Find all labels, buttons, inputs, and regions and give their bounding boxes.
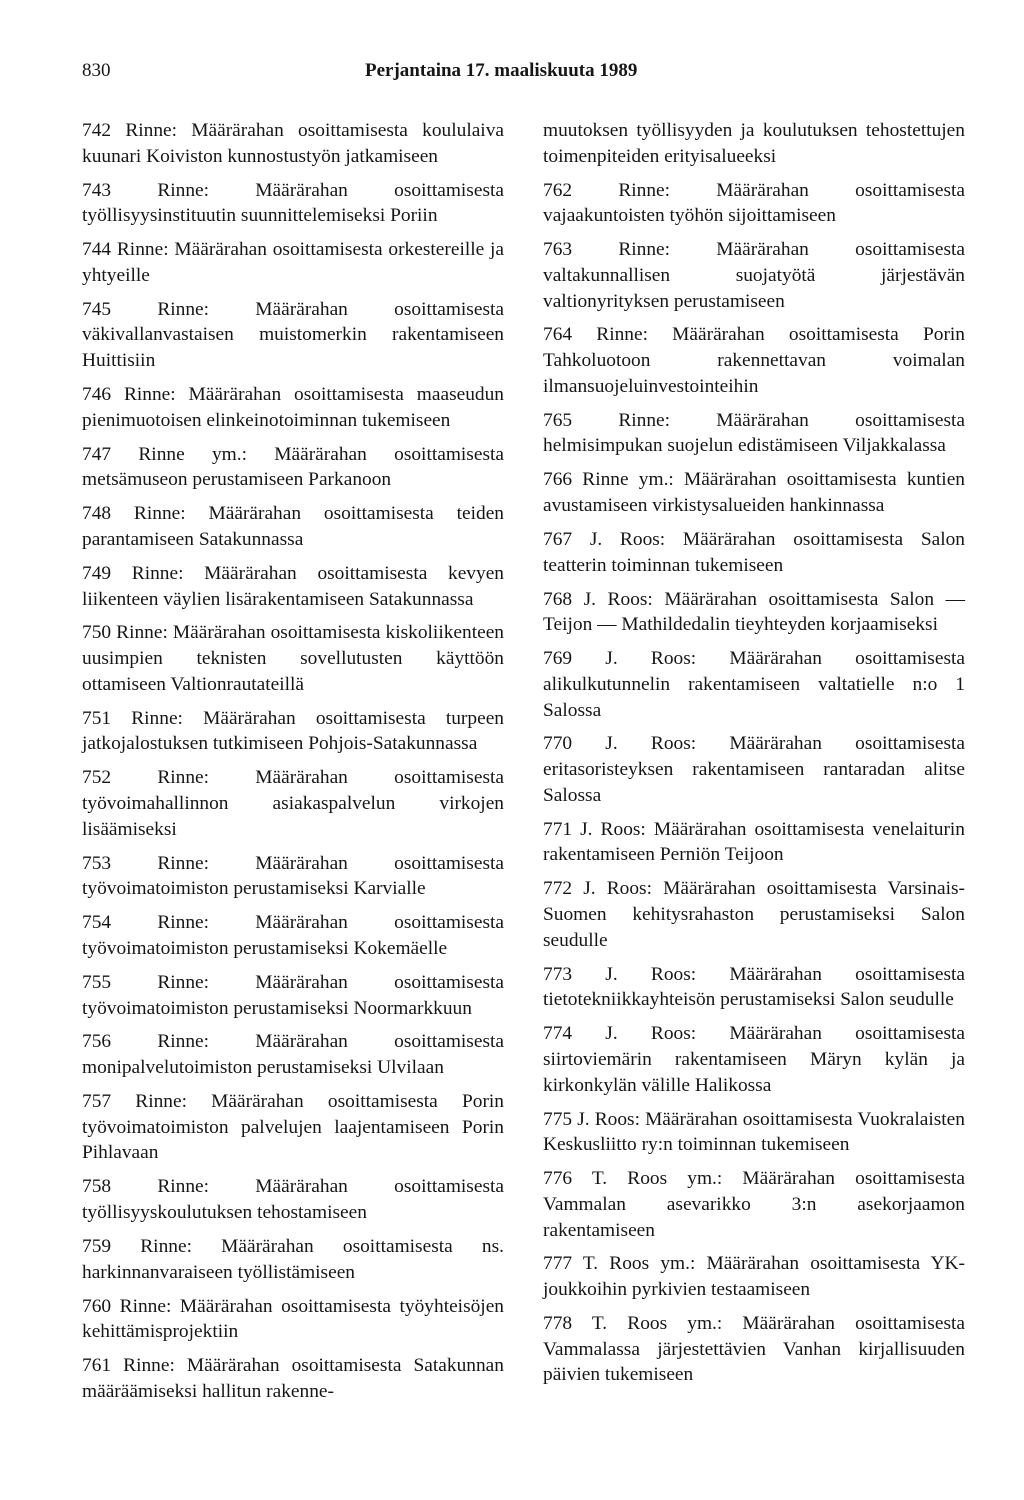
entry-742: 742 Rinne: Määrärahan osoittamisesta koululaiva kuunari Koiviston kunnostustyön jatkamiseen (82, 120, 504, 167)
entry-761: 761 Rinne: Määrärahan osoittamisesta Satakunnan määräämiseksi hallitun rakenne- (82, 1355, 504, 1402)
entry-761-continued: muutoksen työllisyyden ja koulutuksen tehostettujen toimenpiteiden erityisalueeksi (543, 120, 965, 167)
entry-778: 778 T. Roos ym.: Määrärahan osoittamisesta Vammalassa järjestettävien Vanhan kirjallisuuden päivien tukemiseen (543, 1313, 965, 1386)
entry-750: 750 Rinne: Määrärahan osoittamisesta kiskoliikenteen uusimpien teknisten sovellutusten käyttöön ottamiseen Valtionrautateillä (82, 622, 504, 695)
entry-759: 759 Rinne: Määrärahan osoittamisesta ns. harkinnanvaraiseen työllistämiseen (82, 1235, 504, 1283)
entry-772: 772 J. Roos: Määrärahan osoittamisesta Varsinais-Suomen kehitysrahaston perustamiseksi Salon seudulle (543, 878, 965, 951)
entry-768: 768 J. Roos: Määrärahan osoittamisesta Salon — Teijon — Mathildedalin tieyhteyden korjaamiseksi (543, 588, 965, 636)
entry-771: 771 J. Roos: Määrärahan osoittamisesta venelaiturin rakentamiseen Perniön Teijoon (543, 818, 965, 866)
entry-762: 762 Rinne: Määrärahan osoittamisesta vajaakuntoisten työhön sijoittamiseen (543, 179, 965, 227)
entry-746: 746 Rinne: Määrärahan osoittamisesta maaseudun pienimuotoisen elinkeinotoiminnan tukemiseen (82, 384, 504, 431)
entry-744: 744 Rinne: Määrärahan osoittamisesta orkestereille ja yhtyeille (82, 239, 504, 286)
entry-758: 758 Rinne: Määrärahan osoittamisesta työllisyyskoulutuksen tehostamiseen (82, 1176, 504, 1224)
page-number: 830 (82, 60, 111, 81)
entry-774: 774 J. Roos: Määrärahan osoittamisesta siirtoviemärin rakentamiseen Märyn kylän ja kirkonkylän välille Halikossa (543, 1023, 965, 1096)
entry-753: 753 Rinne: Määrärahan osoittamisesta työvoimatoimiston perustamiseksi Karvialle (82, 852, 504, 900)
entry-757: 757 Rinne: Määrärahan osoittamisesta Porin työvoimatoimiston palvelujen laajentamiseen Porin Pihlavaan (82, 1091, 504, 1164)
entry-760: 760 Rinne: Määrärahan osoittamisesta työyhteisöjen kehittämisprojektiin (82, 1295, 504, 1343)
entry-754: 754 Rinne: Määrärahan osoittamisesta työvoimatoimiston perustamiseksi Kokemäelle (82, 912, 504, 959)
entry-776: 776 T. Roos ym.: Määrärahan osoittamisesta Vammalan asevarikko 3:n asekorjaamon rakentamiseen (543, 1168, 965, 1241)
entry-755: 755 Rinne: Määrärahan osoittamisesta työvoimatoimiston perustamiseksi Noormarkkuun (82, 971, 504, 1019)
entry-745: 745 Rinne: Määrärahan osoittamisesta väkivallanvastaisen muistomerkin rakentamiseen Huittisiin (82, 298, 504, 372)
entry-747: 747 Rinne ym.: Määrärahan osoittamisesta metsämuseon perustamiseen Parkanoon (82, 443, 504, 491)
entry-749: 749 Rinne: Määrärahan osoittamisesta kevyen liikenteen väylien lisärakentamiseen Satakunnassa (82, 562, 504, 610)
entry-770: 770 J. Roos: Määrärahan osoittamisesta eritasoristeyksen rakentamiseen rantaradan alitse Salossa (543, 733, 965, 806)
right-column (543, 118, 965, 1396)
entry-766: 766 Rinne ym.: Määrärahan osoittamisesta kuntien avustamiseen virkistysalueiden hankinnassa (543, 469, 965, 517)
entry-756: 756 Rinne: Määrärahan osoittamisesta monipalvelutoimiston perustamiseksi Ulvilaan (82, 1031, 504, 1079)
entry-743: 743 Rinne: Määrärahan osoittamisesta työllisyysinstituutin suunnittelemiseksi Poriin (82, 179, 504, 227)
entry-752: 752 Rinne: Määrärahan osoittamisesta työvoimahallinnon asiakaspalvelun virkojen lisäämiseksi (82, 767, 504, 840)
entry-769: 769 J. Roos: Määrärahan osoittamisesta alikulkutunnelin rakentamiseen valtatielle n:o 1 Salossa (543, 648, 965, 721)
entry-773: 773 J. Roos: Määrärahan osoittamisesta tietotekniikkayhteisön perustamiseksi Salon seudulle (543, 963, 965, 1011)
entry-767: 767 J. Roos: Määrärahan osoittamisesta Salon teatterin toiminnan tukemiseen (543, 528, 965, 576)
entry-751: 751 Rinne: Määrärahan osoittamisesta turpeen jatkojalostuksen tutkimiseen Pohjois-Satakunnassa (82, 707, 504, 755)
entry-748: 748 Rinne: Määrärahan osoittamisesta teiden parantamiseen Satakunnassa (82, 503, 504, 550)
entry-764: 764 Rinne: Määrärahan osoittamisesta Porin Tahkoluotoon rakennettavan voimalan ilmansuojeluinvestointeihin (543, 324, 965, 397)
entry-763: 763 Rinne: Määrärahan osoittamisesta valtakunnallisen suojatyötä järjestävän valtionyrityksen perustamiseen (543, 239, 965, 312)
entry-777: 777 T. Roos ym.: Määrärahan osoittamisesta YK-joukkoihin pyrkivien testaamiseen (543, 1253, 965, 1301)
running-head: Perjantaina 17. maaliskuuta 1989 (365, 60, 638, 81)
entry-775: 775 J. Roos: Määrärahan osoittamisesta Vuokralaisten Keskusliitto ry:n toiminnan tukemiseen (543, 1108, 965, 1156)
left-column (82, 118, 504, 1413)
entry-765: 765 Rinne: Määrärahan osoittamisesta helmisimpukan suojelun edistämiseen Viljakkalassa (543, 409, 965, 457)
page-header (0, 60, 1024, 90)
